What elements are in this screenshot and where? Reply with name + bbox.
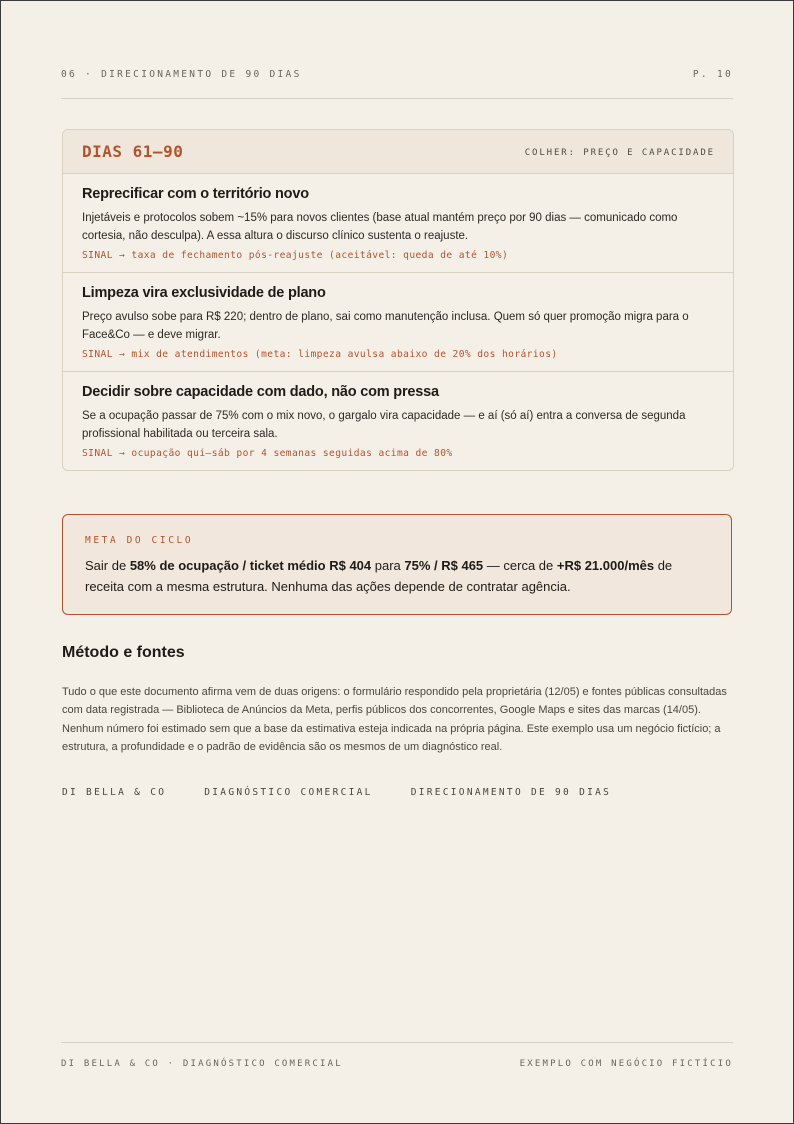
- action-signal: SINAL → ocupação qui–sáb por 4 semanas seguidas acima de 80%: [82, 448, 453, 459]
- tag-brand: DI BELLA & CO: [62, 787, 167, 798]
- action-item: [63, 273, 733, 372]
- phase-card: [62, 129, 734, 471]
- action-title: Decidir sobre capacidade com dado, não com pressa: [82, 384, 439, 400]
- page-footer: [61, 1059, 733, 1069]
- footer-divider: [61, 1042, 733, 1043]
- phase-title: DIAS 61–90: [82, 142, 184, 161]
- document-tags: [62, 787, 611, 798]
- method-body: Tudo o que este documento afirma vem de duas origens: o formulário respondido pela proprietária (12/05) e fontes públicas consultadas com data registrada — Biblioteca de Anúncios da Meta, perfis públicos dos concorrentes, Google Maps e sites das marcas (14/05). Nenhum número foi estimado sem que a base da estimativa esteja indicada na própria página. Este exemplo usa um negócio fictício; a estrutura, a profundidade e o padrão de evidência são os mesmos de um diagnóstico real.: [62, 686, 727, 753]
- cycle-goal-box: [62, 514, 732, 615]
- cycle-goal-label: META DO CICLO: [85, 535, 194, 546]
- action-body: Se a ocupação passar de 75% com o mix novo, o gargalo vira capacidade — e aí (só aí) entra a conversa de segunda profissional habilitada ou terceira sala.: [82, 410, 686, 440]
- header-divider: [61, 98, 733, 99]
- method-title: Método e fontes: [62, 644, 185, 661]
- page-header: [61, 69, 733, 80]
- action-body: Injetáveis e protocolos sobem ~15% para novos clientes (base atual mantém preço por 90 dias — comunicado como cortesia, não desculpa). A essa altura o discurso clínico sustenta o reajuste.: [82, 212, 678, 242]
- action-signal: SINAL → mix de atendimentos (meta: limpeza avulsa abaixo de 20% dos horários): [82, 349, 558, 360]
- footer-note: EXEMPLO COM NEGÓCIO FICTÍCIO: [519, 1059, 733, 1069]
- action-item: [63, 372, 733, 470]
- action-signal: SINAL → taxa de fechamento pós-reajuste (aceitável: queda de até 10%): [82, 250, 509, 261]
- section-label: 06 · DIRECIONAMENTO DE 90 DIAS: [61, 69, 302, 80]
- phase-card-header: [63, 130, 733, 174]
- footer-brand: DI BELLA & CO · DIAGNÓSTICO COMERCIAL: [61, 1059, 343, 1069]
- action-item: [63, 174, 733, 273]
- action-title: Limpeza vira exclusividade de plano: [82, 285, 326, 301]
- action-title: Reprecificar com o território novo: [82, 186, 309, 202]
- page-number: P. 10: [692, 69, 733, 80]
- cycle-goal-text: Sair de 58% de ocupação / ticket médio R$ 404 para 75% / R$ 465 — cerca de +R$ 21.000/mês de receita com a mesma estrutura. Nenhuma das ações depende de contratar agência.: [85, 558, 673, 594]
- tag-section: DIRECIONAMENTO DE 90 DIAS: [410, 787, 612, 798]
- tag-document: DIAGNÓSTICO COMERCIAL: [204, 787, 373, 798]
- phase-tag: COLHER: PREÇO E CAPACIDADE: [524, 147, 715, 158]
- action-body: Preço avulso sobe para R$ 220; dentro de plano, sai como manutenção inclusa. Quem só quer promoção migra para o Face&Co — e deve migrar.: [82, 311, 689, 341]
